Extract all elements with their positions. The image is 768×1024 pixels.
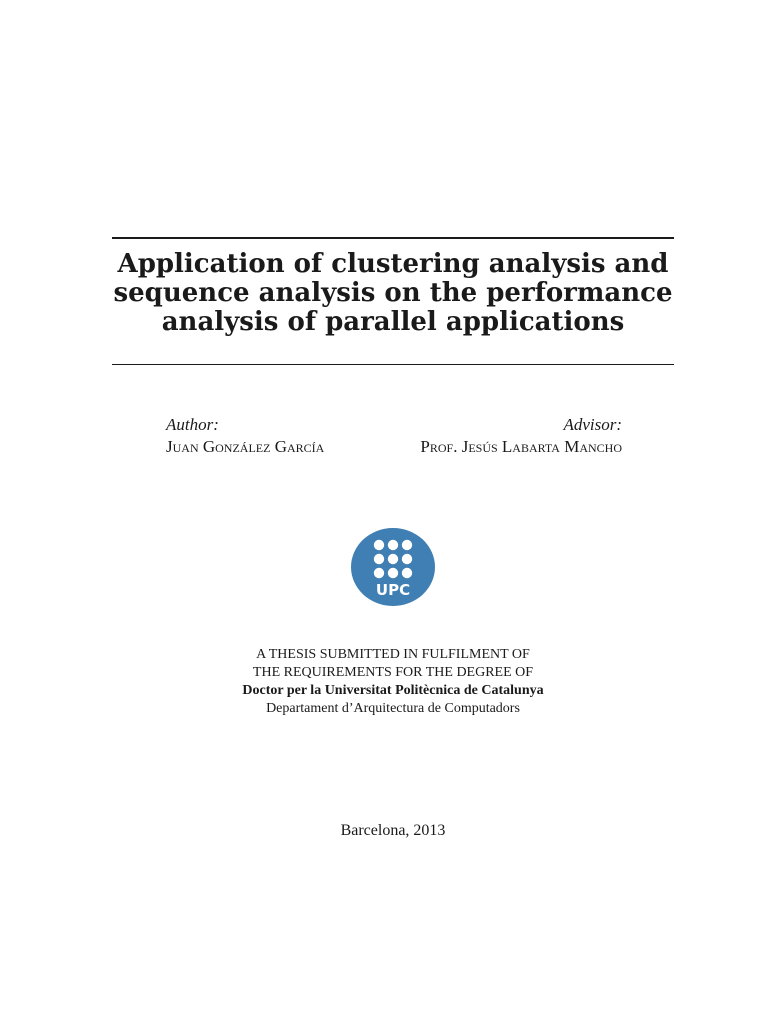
degree-line-2: THE REQUIREMENTS FOR THE DEGREE OF xyxy=(252,665,534,680)
degree-line-4: Departament d’Arquitectura de Computadors xyxy=(266,701,520,716)
upc-logo xyxy=(351,528,435,606)
author-label: Author: xyxy=(166,415,219,434)
thesis-title xyxy=(112,250,674,337)
upc-logo-text: UPC xyxy=(375,581,411,599)
title-top-rule xyxy=(112,237,674,239)
upc-logo-dots xyxy=(374,540,412,578)
degree-line-1: A THESIS SUBMITTED IN FULFILMENT OF xyxy=(256,647,530,662)
advisor-block xyxy=(420,414,622,458)
title-line-2: sequence analysis on the performance xyxy=(113,278,673,308)
advisor-name: Prof. Jesús Labarta Mancho xyxy=(420,437,622,456)
title-line-1: Application of clustering analysis and xyxy=(117,249,669,279)
degree-line-3: Doctor per la Universitat Politècnica de Catalunya xyxy=(242,683,544,698)
author-name: Juan González García xyxy=(166,437,325,456)
title-line-3: analysis of parallel applications xyxy=(161,307,625,337)
title-bottom-rule xyxy=(112,364,674,365)
advisor-label: Advisor: xyxy=(563,415,622,434)
degree-statement xyxy=(112,646,674,718)
author-block xyxy=(166,414,324,458)
place-date: Barcelona, 2013 xyxy=(340,822,446,839)
